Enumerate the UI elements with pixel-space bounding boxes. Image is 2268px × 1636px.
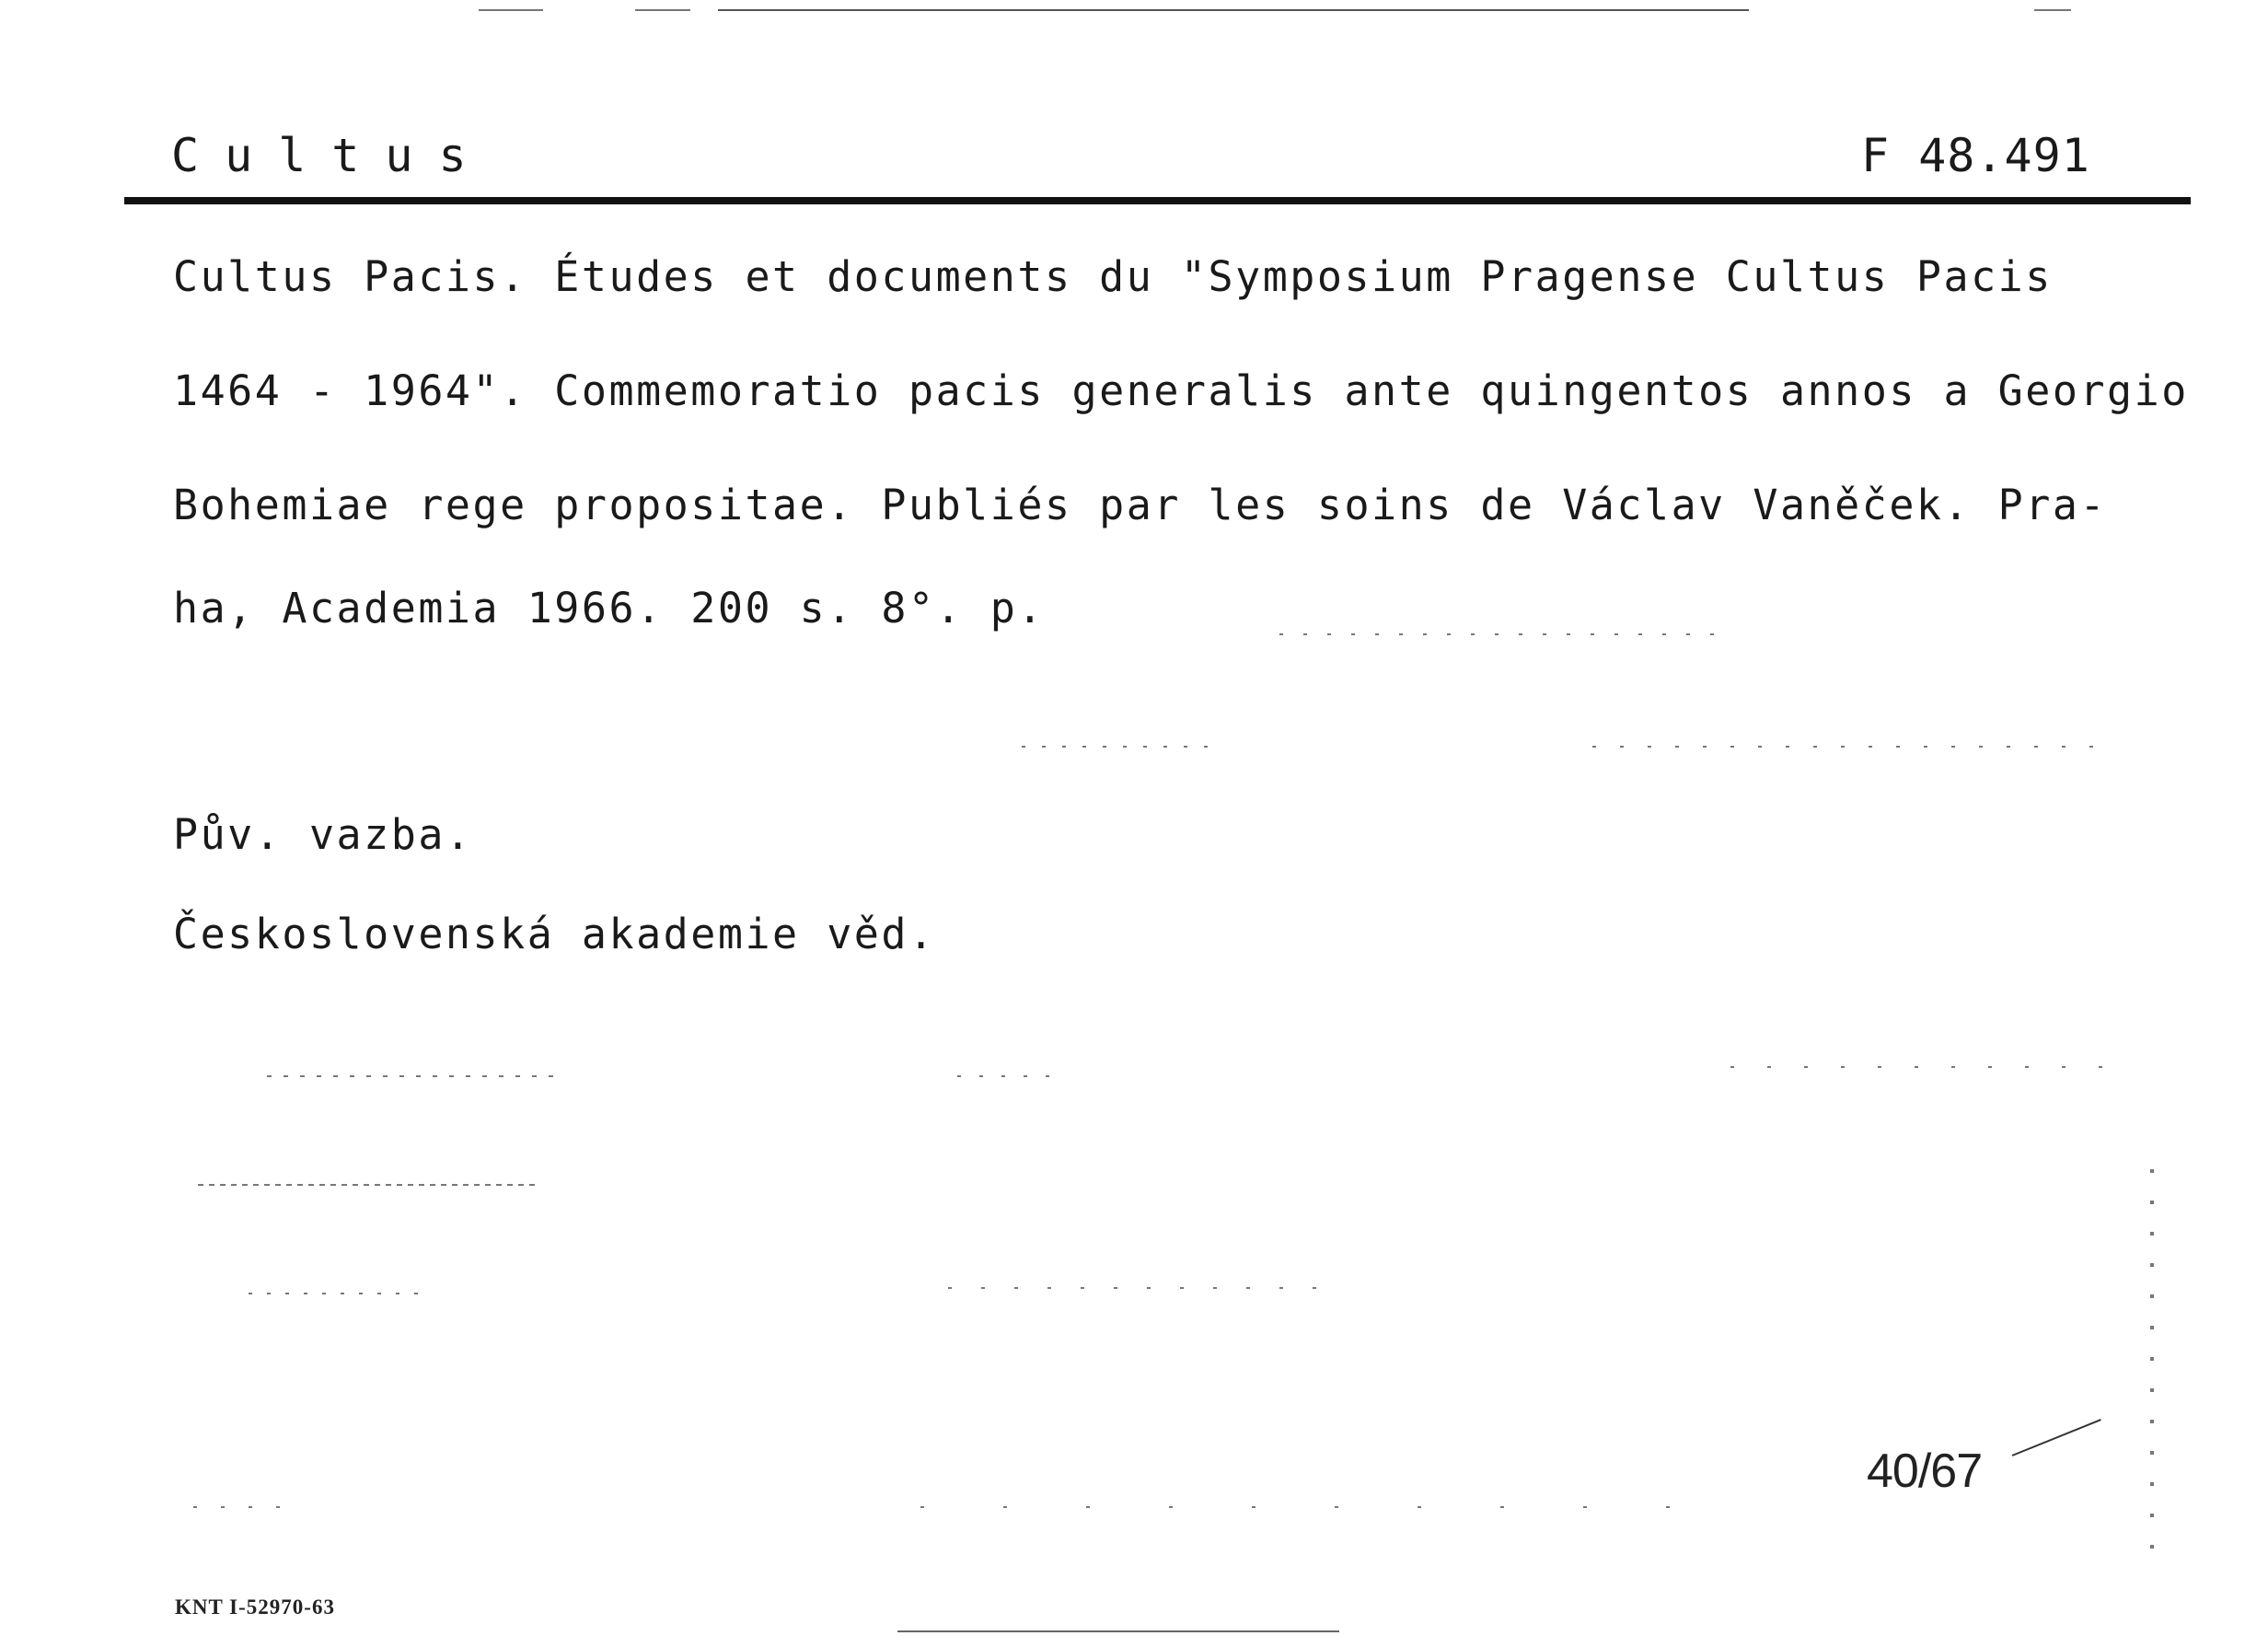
pencil-stroke: [2012, 1419, 2101, 1456]
dust-specks: [1730, 1066, 2135, 1068]
bottom-rule: [897, 1630, 1339, 1632]
dust-specks: [267, 1075, 561, 1077]
dust-specks: [948, 1287, 1335, 1289]
print-code: KNT I-52970-63: [175, 1595, 335, 1619]
shelfmark: F 48.491: [1861, 129, 2090, 182]
dust-specks: [193, 1506, 304, 1508]
citation-line: ha, Academia 1966. 200 s. 8°. p.: [173, 584, 1045, 632]
heading-rule: [124, 197, 2191, 204]
citation-line: 1464 - 1964". Commemoratio pacis generalis ante quingentos annos a Georgio: [173, 366, 2189, 415]
top-rule: [718, 9, 1749, 11]
top-rule-fragment: [2034, 9, 2071, 11]
dust-specks: [2150, 1169, 2154, 1574]
citation-line: Cultus Pacis. Études et documents du "Symposium Pragense Cultus Pacis: [173, 252, 2053, 301]
dust-specks: [1279, 633, 1730, 635]
dust-specks: [198, 1184, 538, 1186]
sequence-number: 40/67: [1867, 1445, 1983, 1498]
subject-heading: Cultus: [171, 129, 492, 182]
citation-line: Bohemiae rege propositae. Publiés par les soins de Václav Vaněček. Pra-: [173, 481, 2108, 529]
dust-specks: [249, 1293, 433, 1294]
dust-specks: [1592, 746, 2108, 748]
provenance-note: Československá akademie věd.: [173, 910, 936, 958]
dust-specks: [920, 1506, 1675, 1508]
binding-note: Pův. vazba.: [173, 810, 473, 859]
top-rule-fragment: [635, 9, 690, 11]
dust-specks: [957, 1075, 1068, 1077]
dust-specks: [1022, 746, 1224, 748]
top-rule-fragment: [479, 9, 543, 11]
